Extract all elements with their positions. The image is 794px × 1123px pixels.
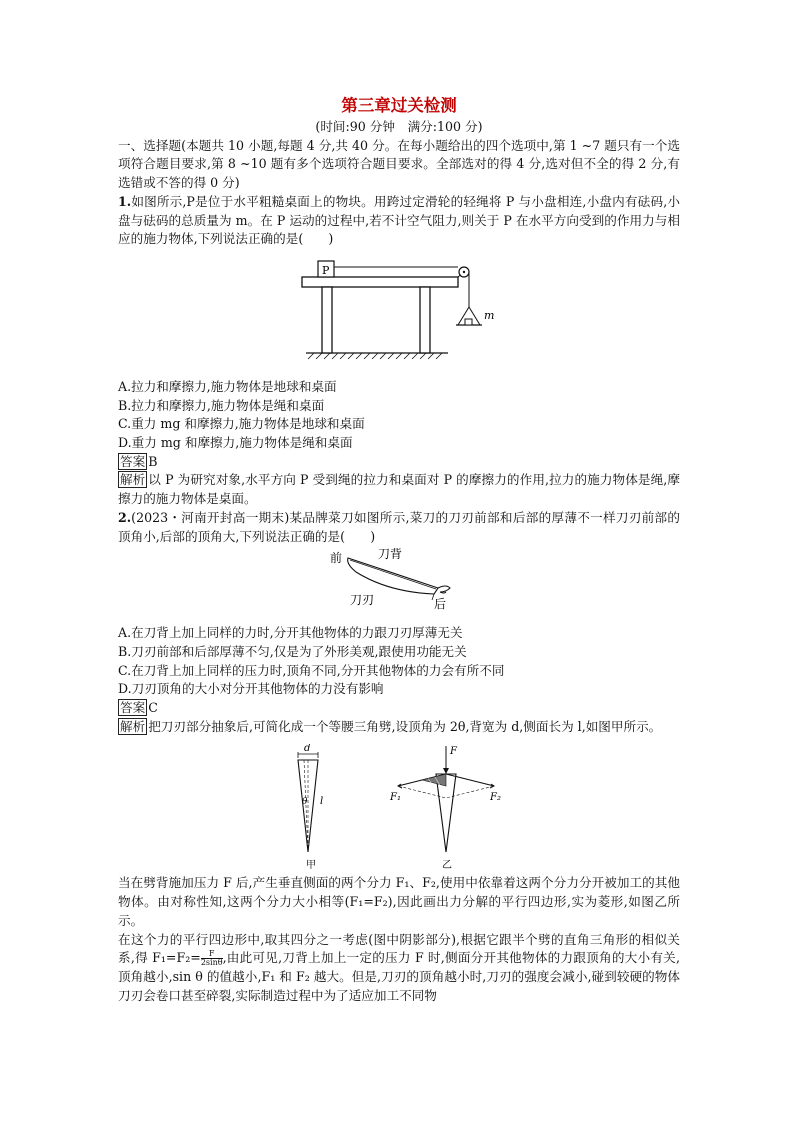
answer-1 [118, 453, 680, 472]
mass-label: m [484, 308, 495, 322]
fraction-numerator: F [201, 950, 223, 959]
analysis-2 [118, 718, 680, 737]
table-pulley-diagram [298, 255, 498, 363]
force-label-f: F [450, 746, 457, 758]
knife-diagram [328, 548, 468, 610]
knife-front-label: 前 [330, 551, 343, 566]
wedge-figures [268, 744, 528, 872]
option-c: C.在刀背上加上同样的压力时,顶角不同,分开其他物体的力会有所不同 [118, 662, 505, 678]
analysis-tag: 解析 [120, 718, 146, 734]
question-2-stem [118, 509, 680, 546]
option-c: C.重力 mg 和摩擦力,施力物体是地球和桌面 [118, 416, 365, 432]
question-1-number: 1. [118, 193, 132, 209]
analysis-tag: 解析 [120, 472, 146, 488]
analysis-text-b: ,由此可见,刀背上加上一定的压力 F 时,侧面分开其他物体的力跟顶角的大小有关,顶角越小,sin θ 的值越小,F₁ 和 F₂ 越大。但是,刀刃的顶角越小时,刀刃的强度会减小,碰到较硬的物体刀刃会卷口甚至碎裂,实际制造过程中为了适应加工不同物 [118, 950, 680, 1003]
wedge-force-diagram [268, 744, 528, 872]
option-d: D.重力 mg 和摩擦力,施力物体是绳和桌面 [118, 435, 353, 451]
figure-yi-label: 乙 [442, 860, 452, 872]
answer-tag: 答案 [120, 700, 146, 716]
fraction-denominator: 2sinθ [200, 958, 223, 968]
block-p-label: P [322, 263, 330, 277]
answer-value: B [148, 453, 158, 469]
force-label-f1: F₁ [390, 792, 401, 804]
exam-info: (时间:90 分钟 满分:100 分) [315, 119, 483, 134]
knife-edge-label: 刀刃 [350, 593, 375, 608]
analysis-1 [118, 471, 680, 508]
side-label-l: l [320, 796, 324, 808]
option-b: B.刀刃前部和后部厚薄不匀,仅是为了外形美观,跟使用功能无关 [118, 643, 467, 659]
analysis-text: 以 P 为研究对象,水平方向 P 受到绳的拉力和桌面对 P 的摩擦力的作用,拉力的施力物体是绳,摩擦力的施力物体是桌面。 [118, 472, 680, 507]
page-title: 第三章过关检测 [341, 96, 457, 115]
answer-tag: 答案 [120, 453, 146, 469]
question-1-figure [298, 255, 498, 363]
option-b: B.拉力和摩擦力,施力物体是绳和桌面 [118, 397, 325, 413]
analysis-paragraph-2 [118, 931, 680, 1006]
figure-jia-label: 甲 [306, 860, 316, 872]
knife-rear-label: 后 [434, 597, 447, 611]
option-a: A.拉力和摩擦力,施力物体是地球和桌面 [118, 378, 337, 394]
question-1-text: 如图所示,P是位于水平粗糙桌面上的物块。用跨过定滑轮的轻绳将 P 与小盘相连,小盘内有砝码,小盘与砝码的总质量为 m。在 P 运动的过程中,若不计空气阻力,则关于 P 在水平方向受到的作用力与相应的施力物体,下列说法正确的是( ) [118, 193, 680, 247]
answer-2 [118, 699, 680, 718]
width-label-d: d [304, 744, 311, 755]
knife-figure [328, 548, 468, 610]
document-page [118, 96, 680, 1005]
question-1-stem [118, 193, 680, 249]
option-d: D.刀刃顶角的大小对分开其他物体的力没有影响 [118, 681, 384, 697]
analysis-text-a: 在这个力的平行四边形中,取其四分之一考虑(图中阴影部分),根据它跟半个劈的直角三角形的相似关系,得 F₁=F₂= [118, 931, 680, 966]
force-label-f2: F₂ [490, 792, 501, 804]
section-intro: 一、选择题(本题共 10 小题,每题 4 分,共 40 分。在每小题给出的四个选项中,第 1 ~7 题只有一个选项符合题目要求,第 8 ~10 题有多个选项符合题目要求。全部选对的得 4 分,选对但不全的得 2 分,有选错或不答的得 0 分) [118, 137, 680, 191]
option-a: A.在刀背上加上同样的力时,分开其他物体的力跟刀刃厚薄无关 [118, 625, 463, 641]
analysis-paragraph-1: 当在劈背施加压力 F 后,产生垂直侧面的两个分力 F₁、F₂,使用中依靠着这两个分力分开被加工的其他物体。由对称性知,这两个分力大小相等(F₁=F₂),因此画出力分解的平行四边形,实为菱形,如图乙所示。 [118, 875, 680, 928]
angle-label-theta: θ [302, 797, 308, 808]
answer-value: C [148, 700, 158, 716]
knife-back-label: 刀背 [378, 548, 403, 562]
formula-fraction [201, 950, 223, 967]
analysis-text: 把刀刃部分抽象后,可简化成一个等腰三角劈,设顶角为 2θ,背宽为 d,侧面长为 l,如图甲所示。 [148, 718, 662, 734]
question-2-text: (2023・河南开封高一期末)某品牌菜刀如图所示,菜刀的刀刃前部和后部的厚薄不一样刀刃前部的顶角小,后部的顶角大,下列说法正确的是( ) [118, 509, 680, 544]
question-2-number: 2. [118, 509, 132, 525]
